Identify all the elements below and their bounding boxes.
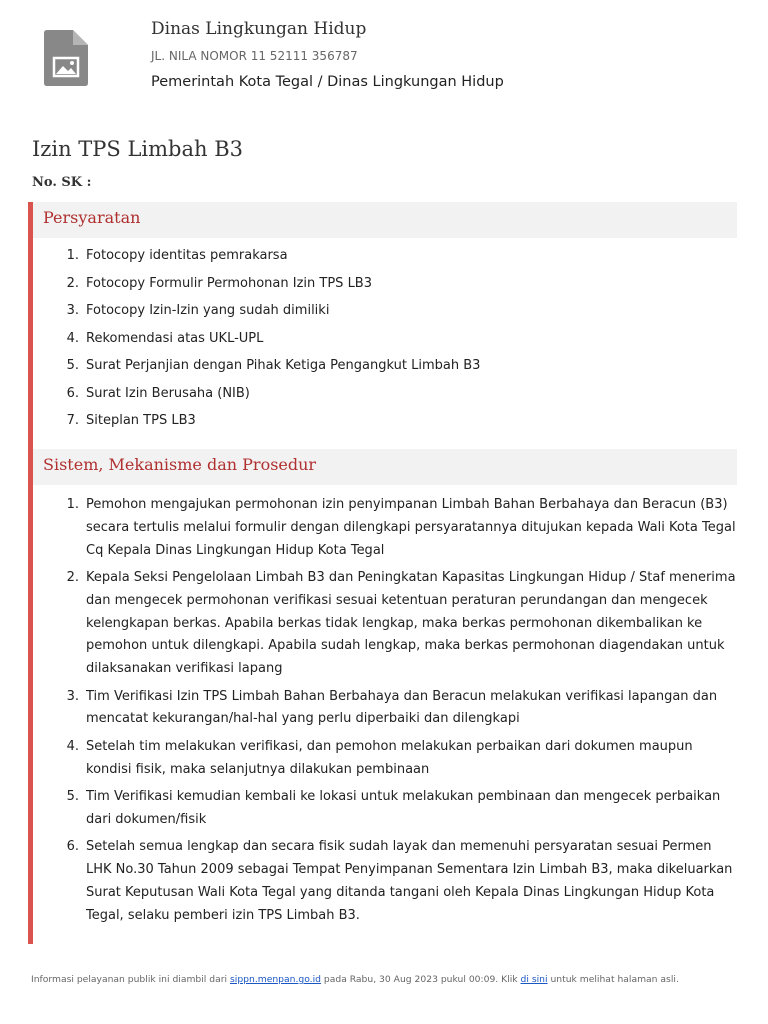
procedure-list (33, 494, 737, 932)
list-number: 4. (66, 330, 79, 346)
org-name: Dinas Lingkungan Hidup (151, 19, 367, 39)
service-content (28, 202, 737, 944)
footer-prefix: Informasi pelayanan publik ini diambil dari (31, 974, 230, 985)
list-text: Fotocopy identitas pemrakarsa (86, 248, 288, 263)
list-item (33, 494, 737, 562)
list-number: 5. (66, 788, 79, 804)
source-link[interactable]: sippn.menpan.go.id (230, 974, 321, 985)
page-title: Izin TPS Limbah B3 (32, 137, 244, 161)
list-text: Surat Perjanjian dengan Pihak Ketiga Pengangkut Limbah B3 (86, 358, 481, 373)
list-number: 6. (66, 839, 79, 855)
list-item (33, 301, 723, 329)
source-footer (31, 974, 746, 985)
footer-suffix: untuk melihat halaman asli. (547, 974, 679, 985)
list-item (33, 246, 723, 274)
image-file-icon (44, 30, 88, 86)
list-text: Setelah tim melakukan verifikasi, dan pemohon melakukan perbaikan dari dokumen maupun kondisi fisik, maka selanjutnya dilakukan pembinaan (86, 738, 693, 777)
list-text: Rekomendasi atas UKL-UPL (86, 330, 264, 346)
list-item (33, 836, 737, 927)
list-number: 4. (66, 738, 79, 754)
list-item (33, 356, 723, 384)
list-item (33, 384, 723, 412)
procedure-heading (33, 449, 737, 485)
list-text: Tim Verifikasi Izin TPS Limbah Bahan Berbahaya dan Beracun melakukan verifikasi lapangan dan mencatat kekurangan/hal-hal yang perlu diperbaiki dan dilengkapi (86, 688, 718, 727)
requirements-heading-text: Persyaratan (43, 208, 141, 227)
list-number: 1. (66, 248, 79, 263)
list-text: Fotocopy Formulir Permohonan Izin TPS LB3 (86, 275, 372, 291)
list-number: 6. (66, 385, 79, 401)
list-item (33, 686, 737, 732)
list-item (33, 567, 737, 681)
list-text: Pemohon mengajukan permohonan izin penyimpanan Limbah Bahan Berbahaya dan Beracun (B3) secara tertulis melalui formulir dengan dilengkapi persyaratannya ditujukan kepada Wali Kota Tegal Cq Kepala Dinas Lingkungan Hidup Kota Tegal (86, 497, 736, 558)
list-text: Setelah semua lengkap dan secara fisik sudah layak dan memenuhi persyaratan sesuai Permen LHK No.30 Tahun 2009 sebagai Tempat Penyimpanan Sementara Izin Limbah B3, maka dikeluarkan Surat Keputusan Wali Kota Tegal yang ditanda tangani oleh Kepala Dinas Lingkungan Hidup Kota Tegal, selaku pemberi izin TPS Limbah B3. (86, 839, 733, 923)
procedure-heading-text: Sistem, Mekanisme dan Prosedur (43, 455, 317, 474)
org-parent: Pemerintah Kota Tegal / Dinas Lingkungan Hidup (151, 74, 504, 90)
list-item (33, 736, 737, 782)
list-item (33, 786, 737, 832)
list-number: 3. (66, 688, 79, 704)
requirements-heading (33, 202, 737, 238)
list-text: Siteplan TPS LB3 (86, 413, 196, 428)
footer-middle: pada Rabu, 30 Aug 2023 pukul 00:09. Klik (320, 974, 521, 985)
list-number: 5. (66, 358, 79, 373)
sk-number-label: No. SK : (32, 175, 92, 190)
list-number: 7. (66, 413, 79, 428)
list-number: 2. (66, 569, 79, 585)
list-number: 3. (66, 303, 79, 318)
list-text: Fotocopy Izin-Izin yang sudah dimiliki (86, 303, 330, 318)
org-address: JL. NILA NOMOR 11 52111 356787 (151, 49, 358, 63)
list-text: Surat Izin Berusaha (NIB) (86, 385, 250, 401)
list-text: Tim Verifikasi kemudian kembali ke lokasi untuk melakukan pembinaan dan mengecek perbaikan dari dokumen/fisik (86, 788, 721, 827)
list-number: 2. (66, 275, 79, 291)
list-item (33, 274, 723, 302)
list-item (33, 411, 723, 439)
list-number: 1. (66, 497, 79, 512)
list-item (33, 329, 723, 357)
original-page-link[interactable]: di sini (520, 974, 548, 985)
list-text: Kepala Seksi Pengelolaan Limbah B3 dan Peningkatan Kapasitas Lingkungan Hidup / Staf menerima dan mengecek permohonan verifikasi sesuai ketentuan peraturan perundangan dan mengecek kelengkapan berkas. Apabila berkas tidak lengkap, maka berkas permohonan dikembalikan ke pemohon untuk dilengkapi. Apabila sudah lengkap, maka berkas permohonan diagendakan untuk dilaksanakan verifikasi lapang (86, 569, 736, 677)
header (0, 0, 768, 110)
requirements-list (33, 246, 723, 439)
